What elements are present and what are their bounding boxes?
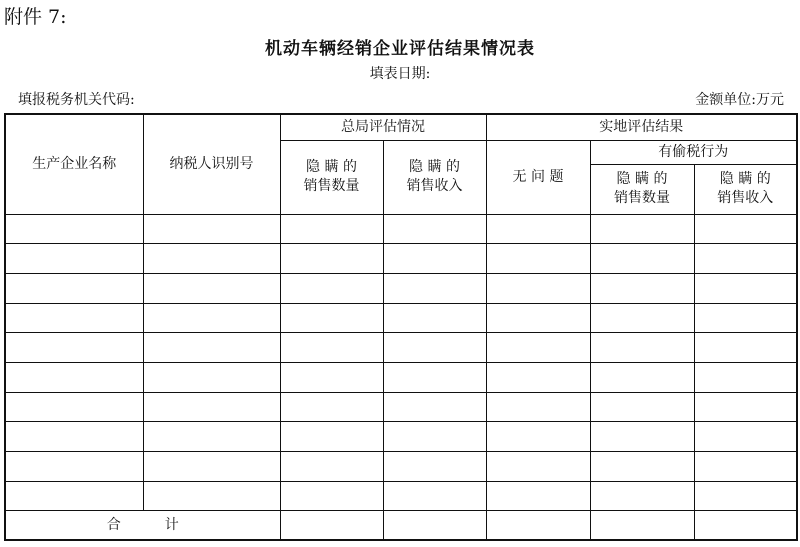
fill-date-label: 填表日期: xyxy=(369,66,431,82)
table-cell[interactable] xyxy=(486,392,590,422)
table-cell[interactable] xyxy=(694,244,797,274)
table-cell[interactable] xyxy=(694,422,797,452)
table-cell[interactable] xyxy=(280,244,383,274)
header-tax-evasion: 有偷税行为 xyxy=(590,140,797,164)
header-hq-assessment: 总局评估情况 xyxy=(280,114,486,140)
table-cell[interactable] xyxy=(5,392,143,422)
table-cell[interactable] xyxy=(383,392,486,422)
table-cell[interactable] xyxy=(383,481,486,511)
table-cell[interactable] xyxy=(143,273,280,303)
form-title: 机动车辆经销企业评估结果情况表 xyxy=(265,39,535,59)
table-cell[interactable] xyxy=(280,392,383,422)
table-cell[interactable] xyxy=(280,214,383,244)
table-cell[interactable] xyxy=(486,481,590,511)
table-cell[interactable] xyxy=(486,362,590,392)
table-cell[interactable] xyxy=(280,362,383,392)
table-cell[interactable] xyxy=(143,333,280,363)
table-cell[interactable] xyxy=(486,273,590,303)
table-row xyxy=(5,481,797,511)
table-cell[interactable] xyxy=(694,273,797,303)
table-cell[interactable] xyxy=(694,333,797,363)
table-cell[interactable] xyxy=(5,333,143,363)
table-cell[interactable] xyxy=(280,481,383,511)
table-row xyxy=(5,303,797,333)
header-company-name: 生产企业名称 xyxy=(5,114,143,214)
table-cell[interactable] xyxy=(694,452,797,482)
table-cell[interactable] xyxy=(694,392,797,422)
amount-unit-label: 金额单位:万元 xyxy=(695,92,784,108)
table-cell[interactable] xyxy=(694,362,797,392)
tax-office-code-label: 填报税务机关代码: xyxy=(18,92,135,108)
table-cell[interactable] xyxy=(383,244,486,274)
table-cell[interactable] xyxy=(383,303,486,333)
table-cell[interactable] xyxy=(280,422,383,452)
table-cell[interactable] xyxy=(694,481,797,511)
total-cell[interactable] xyxy=(590,511,694,540)
table-cell[interactable] xyxy=(383,273,486,303)
table-cell[interactable] xyxy=(5,244,143,274)
table-cell[interactable] xyxy=(590,303,694,333)
header-evasion-hidden-sales-revenue: 隐 瞒 的 销售收入 xyxy=(694,164,797,214)
table-row xyxy=(5,362,797,392)
total-cell[interactable] xyxy=(383,511,486,540)
table-cell[interactable] xyxy=(5,422,143,452)
header-hq-hidden-sales-qty: 隐 瞒 的 销售数量 xyxy=(280,140,383,214)
table-cell[interactable] xyxy=(486,214,590,244)
attachment-label: 附件 7: xyxy=(4,6,67,28)
table-cell[interactable] xyxy=(694,303,797,333)
table-cell[interactable] xyxy=(143,244,280,274)
table-cell[interactable] xyxy=(5,452,143,482)
table-cell[interactable] xyxy=(5,362,143,392)
table-cell[interactable] xyxy=(280,452,383,482)
table-row xyxy=(5,452,797,482)
assessment-table xyxy=(4,113,798,541)
table-cell[interactable] xyxy=(143,481,280,511)
header-field-result: 实地评估结果 xyxy=(486,114,797,140)
table-cell[interactable] xyxy=(143,362,280,392)
table-cell[interactable] xyxy=(143,392,280,422)
table-cell[interactable] xyxy=(383,333,486,363)
table-row xyxy=(5,422,797,452)
table-row xyxy=(5,392,797,422)
total-cell[interactable] xyxy=(694,511,797,540)
table-cell[interactable] xyxy=(383,362,486,392)
table-cell[interactable] xyxy=(383,452,486,482)
table-cell[interactable] xyxy=(280,273,383,303)
total-cell[interactable] xyxy=(486,511,590,540)
table-cell[interactable] xyxy=(486,333,590,363)
table-cell[interactable] xyxy=(486,452,590,482)
table-row xyxy=(5,214,797,244)
table-row xyxy=(5,273,797,303)
table-cell[interactable] xyxy=(5,481,143,511)
table-cell[interactable] xyxy=(486,303,590,333)
table-cell[interactable] xyxy=(486,422,590,452)
table-cell[interactable] xyxy=(590,214,694,244)
table-cell[interactable] xyxy=(590,481,694,511)
table-cell[interactable] xyxy=(590,244,694,274)
table-cell[interactable] xyxy=(383,214,486,244)
table-cell[interactable] xyxy=(590,362,694,392)
table-cell[interactable] xyxy=(590,273,694,303)
header-evasion-hidden-sales-qty: 隐 瞒 的 销售数量 xyxy=(590,164,694,214)
table-cell[interactable] xyxy=(590,392,694,422)
table-cell[interactable] xyxy=(280,333,383,363)
table-cell[interactable] xyxy=(486,244,590,274)
table-cell[interactable] xyxy=(280,303,383,333)
header-hq-hidden-sales-revenue: 隐 瞒 的 销售收入 xyxy=(383,140,486,214)
table-row xyxy=(5,333,797,363)
table-cell[interactable] xyxy=(383,422,486,452)
table-cell[interactable] xyxy=(143,422,280,452)
table-cell[interactable] xyxy=(5,303,143,333)
table-cell[interactable] xyxy=(590,333,694,363)
table-cell[interactable] xyxy=(590,422,694,452)
total-cell[interactable] xyxy=(280,511,383,540)
table-cell[interactable] xyxy=(143,303,280,333)
total-label: 合 计 xyxy=(5,511,280,540)
table-cell[interactable] xyxy=(143,452,280,482)
table-cell[interactable] xyxy=(5,214,143,244)
header-taxpayer-id: 纳税人识别号 xyxy=(143,114,280,214)
table-cell[interactable] xyxy=(694,214,797,244)
table-cell[interactable] xyxy=(143,214,280,244)
header-no-problem: 无 问 题 xyxy=(486,140,590,214)
table-row xyxy=(5,244,797,274)
table-cell[interactable] xyxy=(590,452,694,482)
table-cell[interactable] xyxy=(5,273,143,303)
